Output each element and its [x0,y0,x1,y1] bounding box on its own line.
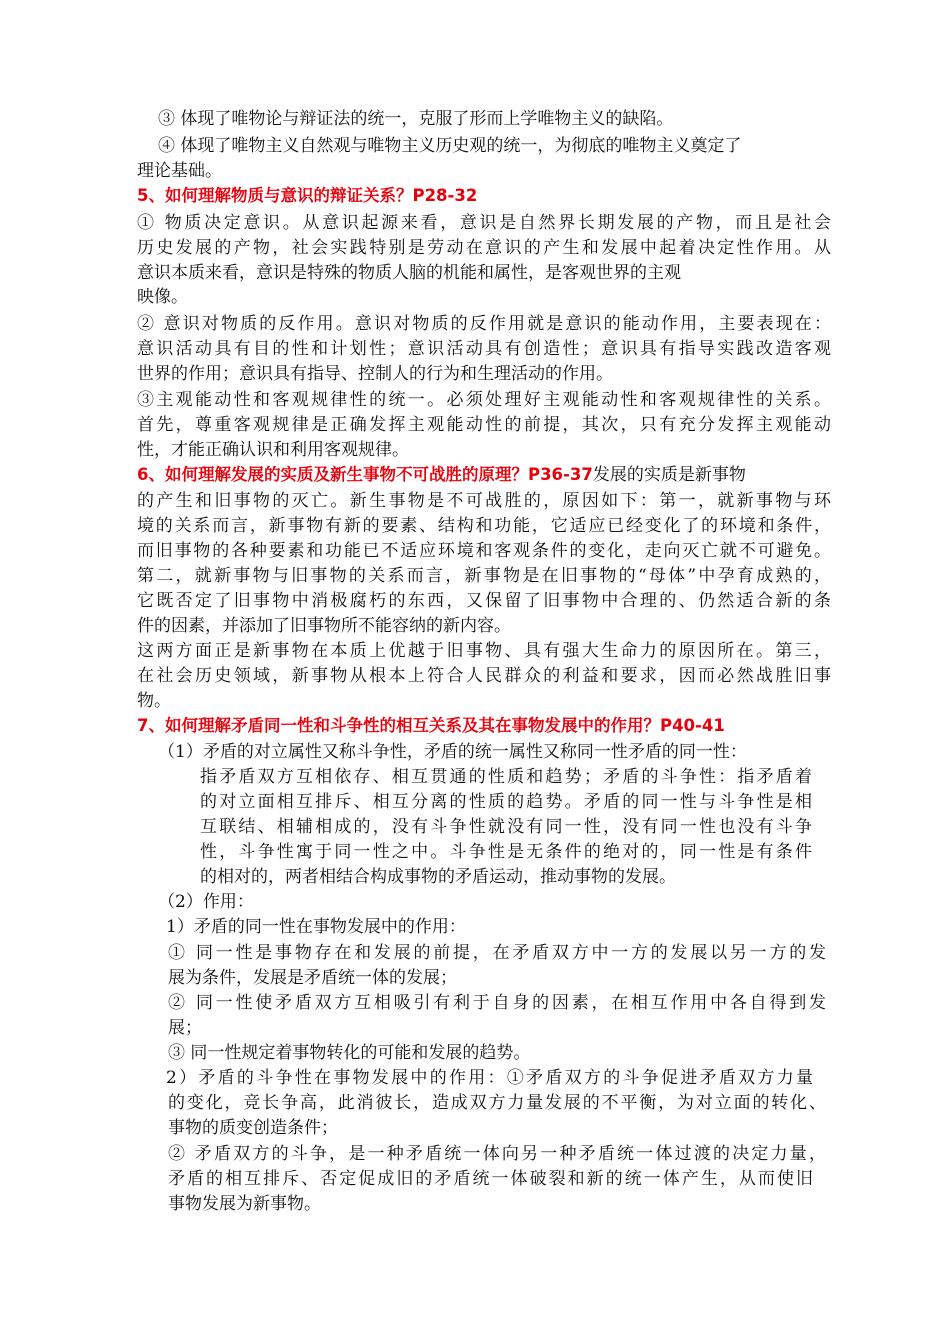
q6-body-line: 境的关系而言，新事物有新的要素、结构和功能，它适应已经变化了的环境和条件， [137,516,831,536]
q5-para2-line: 世界的作用；意识具有指导、控制人的行为和生理活动的作用。 [137,364,613,384]
q5-para3-line: ③主观能动性和客观规律性的统一。必须处理好主观能动性和客观规律性的关系。 [137,390,831,410]
q7-section2-heading: （2）作用： [158,892,254,912]
q7-sub2-line: 事物发展为新事物。 [168,1194,321,1214]
q5-para3-line: 首先，尊重客观规律是正确发挥主观能动性的前提，其次，只有充分发挥主观能动 [137,415,831,435]
q7-section1-line: 的相对的，两者相结合构成事物的矛盾运动，推动事物的发展。 [200,867,676,887]
q5-para1-line: 意识本质来看，意识是特殊的物质人脑的机能和属性，是客观世界的主观 [137,263,681,283]
q6-body-line: 它既否定了旧事物中消极腐朽的东西，又保留了旧事物中合理的、仍然适合新的条 [137,591,831,611]
q7-sub1-line: 展为条件，发展是矛盾统一体的发展； [168,968,457,988]
q7-sub1-line: ① 同一性是事物存在和发展的前提，在矛盾双方中一方的发展以另一方的发 [168,943,826,963]
question-6-heading-tail: 发展的实质是新事物 [592,465,746,485]
q6-body-line: 在社会历史领域，新事物从根本上符合人民群众的利益和要求，因而必然战胜旧事 [137,666,831,686]
q7-section1-line: 互联结、相辅相成的，没有斗争性就没有同一性，没有同一性也没有斗争 [200,817,812,837]
q6-body-line: 的产生和旧事物的灭亡。新生事物是不可战胜的，原因如下：第一，就新事物与环 [137,491,831,511]
question-7-heading: 7、如何理解矛盾同一性和斗争性的相互关系及其在事物发展中的作用？P40-41 [137,716,725,735]
question-5-heading: 5、如何理解物质与意识的辩证关系？P28-32 [137,186,478,205]
q7-sub2-heading: 2）矛盾的斗争性在事物发展中的作用：①矛盾双方的斗争促进矛盾双方力量 [166,1068,813,1088]
q5-para1-line: ① 物质决定意识。从意识起源来看，意识是自然界长期发展的产物，而且是社会 [137,213,831,233]
q7-sub1-line: 展； [168,1018,202,1038]
q6-body-line: 物。 [137,691,171,711]
q7-sub2-line: ② 矛盾双方的斗争，是一种矛盾统一体向另一种矛盾统一体过渡的决定力量， [168,1144,826,1164]
q5-para2-line: ② 意识对物质的反作用。意识对物质的反作用就是意识的能动作用，主要表现在： [137,314,831,334]
q6-body-line: 第二，就新事物与旧事物的关系而言，新事物是在旧事物的“母体”中孕育成熟的， [137,566,831,586]
q7-sub1-heading: 1）矛盾的同一性在事物发展中的作用： [166,917,466,937]
q5-para1-line: 历史发展的产物，社会实践特别是劳动在意识的产生和发展中起着决定性作用。从 [137,238,831,258]
q7-section1-heading: （1）矛盾的对立属性又称斗争性，矛盾的统一属性又称同一性矛盾的同一性： [158,742,747,762]
q7-sub1-line: ③ 同一性规定着事物转化的可能和发展的趋势。 [168,1043,531,1063]
intro-point-3: ③ 体现了唯物论与辩证法的统一，克服了形而上学唯物主义的缺陷。 [158,109,674,129]
q5-para1-line: 映像。 [137,287,188,307]
q7-section1-line: 指矛盾双方互相依存、相互贯通的性质和趋势；矛盾的斗争性：指矛盾着 [200,767,812,787]
q6-body-line: 件的因素，并添加了旧事物所不能容纳的新内容。 [137,616,511,636]
intro-point-4-cont: 理论基础。 [137,161,222,181]
q7-sub2-line: 的变化，竞长争高，此消彼长，造成双方力量发展的不平衡，为对立面的转化、 [168,1093,826,1113]
q5-para3-line: 性，才能正确认识和利用客观规律。 [137,440,409,460]
q7-section1-line: 的对立面相互排斥、相互分离的性质的趋势。矛盾的同一性与斗争性是相 [200,792,812,812]
question-6-line [137,463,746,487]
q7-section1-line: 性，斗争性寓于同一性之中。斗争性是无条件的绝对的，同一性是有条件 [200,842,812,862]
q7-sub2-line: 矛盾的相互排斥、否定促成旧的矛盾统一体破裂和新的统一体产生，从而使旧 [168,1169,813,1189]
q7-sub1-line: ② 同一性使矛盾双方互相吸引有利于自身的因素，在相互作用中各自得到发 [168,993,826,1013]
q6-body-line: 而旧事物的各种要素和功能已不适应环境和客观条件的变化，走向灭亡就不可避免。 [137,541,831,561]
q7-sub2-line: 事物的质变创造条件； [168,1118,338,1138]
intro-point-4: ④ 体现了唯物主义自然观与唯物主义历史观的统一，为彻底的唯物主义奠定了 [158,136,742,156]
question-6-heading: 6、如何理解发展的实质及新生事物不可战胜的原理？P36-37 [137,465,593,484]
q6-body-line: 这两方面正是新事物在本质上优越于旧事物、具有强大生命力的原因所在。第三， [137,641,831,661]
q5-para2-line: 意识活动具有目的性和计划性；意识活动具有创造性；意识具有指导实践改造客观 [137,339,831,359]
